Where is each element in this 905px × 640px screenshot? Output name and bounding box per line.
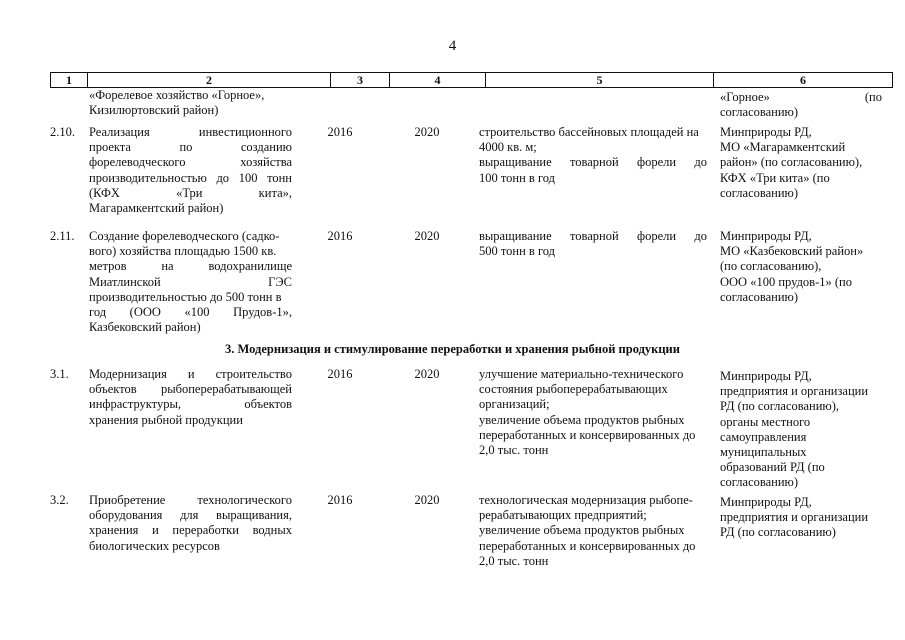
resp-line: предприятия и организации (720, 384, 869, 399)
resp-line: органы местного (720, 414, 811, 429)
col-header-1: 1 (51, 73, 88, 88)
result-line: организаций; (479, 397, 550, 412)
row-number: 2.10. (50, 125, 75, 139)
resp-line: Минприроды РД, (720, 495, 812, 509)
resp-line: район» (по согласованию), (720, 155, 863, 170)
row-number: 3.1. (50, 367, 69, 381)
resp-line: Минприроды РД, (720, 229, 812, 243)
start-year: 2016 (327, 125, 353, 139)
resp-line: ООО «100 прудов-1» (по (720, 274, 852, 289)
end-year: 2020 (414, 367, 440, 381)
result-line: 2,0 тыс. тонн (479, 553, 549, 568)
result-line: выращивание товарной форели до (479, 155, 707, 170)
name-line: Миатлинской ГЭС (89, 274, 292, 289)
resp-line: муниципальных (720, 445, 807, 460)
resp-line: РД (по согласованию) (720, 525, 836, 540)
page-number: 4 (448, 38, 457, 54)
row-result (479, 125, 707, 186)
resp-line: (по (864, 90, 882, 104)
row-responsible (720, 495, 882, 541)
result-line: переработанных и консервированных до (479, 538, 696, 553)
row-name (89, 493, 292, 554)
result-line: переработанных и консервированных до (479, 427, 696, 442)
resp-line: РД (по согласованию), (720, 399, 840, 414)
result-line: увеличение объема продуктов рыбных (479, 412, 685, 427)
result-line: увеличение объема продуктов рыбных (479, 523, 685, 538)
row-number: 2.11. (50, 229, 75, 243)
name-line: Приобретение технологического (89, 493, 292, 507)
name-line: вого) хозяйства площадью 1500 кв. (89, 244, 277, 259)
result-line: улучшение материально-технического (479, 367, 684, 381)
result-line: рерабатывающих предприятий; (479, 508, 647, 523)
table-header (50, 72, 893, 88)
resp-line: «Горное» (720, 90, 770, 104)
start-year: 2016 (327, 493, 353, 507)
row-name (89, 125, 292, 216)
result-line: технологическая модернизация рыбопе- (479, 493, 693, 507)
name-line: Магарамкентский район) (89, 201, 224, 216)
name-line: хранения и переработки водных (89, 523, 292, 538)
resp-line: МО «Магарамкентский (720, 140, 846, 155)
result-line: 4000 кв. м; (479, 140, 537, 155)
name-line: оборудования для выращивания, (89, 508, 292, 523)
result-line: 2,0 тыс. тонн (479, 443, 549, 458)
resp-line: Минприроды РД, (720, 125, 812, 139)
cont-name (89, 88, 292, 118)
name-line: форелеводческого хозяйства (89, 155, 292, 170)
name-line: хранения рыбной продукции (89, 412, 243, 427)
section-title: 3. Модернизация и стимулирование переработки и хранения рыбной продукции (225, 342, 680, 356)
resp-line: МО «Казбековский район» (720, 244, 864, 259)
resp-line: Минприроды РД, (720, 369, 812, 383)
result-line: 500 тонн в год (479, 244, 556, 259)
col-header-2: 2 (88, 73, 331, 88)
result-line: 100 тонн в год (479, 170, 556, 185)
name-line: «Форелевое хозяйство «Горное», (89, 88, 265, 102)
name-line: производительностью до 500 тонн в (89, 289, 282, 304)
row-result (479, 367, 707, 458)
row-responsible (720, 229, 882, 305)
row-responsible (720, 369, 882, 491)
row-responsible (720, 125, 882, 201)
end-year: 2020 (414, 229, 440, 243)
start-year: 2016 (327, 367, 353, 381)
name-line: производительностью до 100 тонн (89, 170, 292, 185)
resp-line: самоуправления (720, 429, 807, 444)
cont-responsible (720, 90, 882, 120)
resp-line: согласованию) (720, 185, 799, 200)
row-name (89, 229, 292, 335)
name-line: Модернизация и строительство (89, 367, 292, 381)
name-line: год (ООО «100 Прудов-1», (89, 305, 292, 320)
start-year: 2016 (327, 229, 353, 243)
name-line: объектов рыбоперерабатывающей (89, 382, 292, 397)
end-year: 2020 (414, 493, 440, 507)
name-line: проекта по созданию (89, 140, 292, 155)
end-year: 2020 (414, 125, 440, 139)
col-header-3: 3 (331, 73, 390, 88)
result-line: выращивание товарной форели до (479, 229, 707, 243)
resp-line: (по согласованию), (720, 259, 822, 274)
resp-line: согласованию) (720, 105, 799, 119)
name-line: биологических ресурсов (89, 538, 220, 553)
name-line: инфраструктуры, объектов (89, 397, 292, 412)
resp-line: согласованию) (720, 289, 799, 304)
row-result (479, 493, 707, 569)
resp-line: КФХ «Три кита» (по (720, 170, 830, 185)
result-line: строительство бассейновых площадей на (479, 125, 699, 139)
row-name (89, 367, 292, 428)
name-line: Казбековский район) (89, 320, 201, 335)
name-line: (КФХ «Три кита», (89, 185, 292, 200)
row-result (479, 229, 707, 259)
resp-line: образований РД (по (720, 460, 825, 475)
col-header-4: 4 (390, 73, 486, 88)
col-header-6: 6 (714, 73, 893, 88)
resp-line: предприятия и организации (720, 510, 869, 525)
name-line: Создание форелеводческого (садко- (89, 229, 280, 243)
resp-line: согласованию) (720, 475, 799, 490)
col-header-5: 5 (486, 73, 714, 88)
result-line: состояния рыбоперерабатывающих (479, 382, 668, 397)
row-number: 3.2. (50, 493, 69, 507)
name-line: метров на водохранилище (89, 259, 292, 274)
name-line: Кизилюртовский район) (89, 103, 219, 118)
name-line: Реализация инвестиционного (89, 125, 292, 139)
